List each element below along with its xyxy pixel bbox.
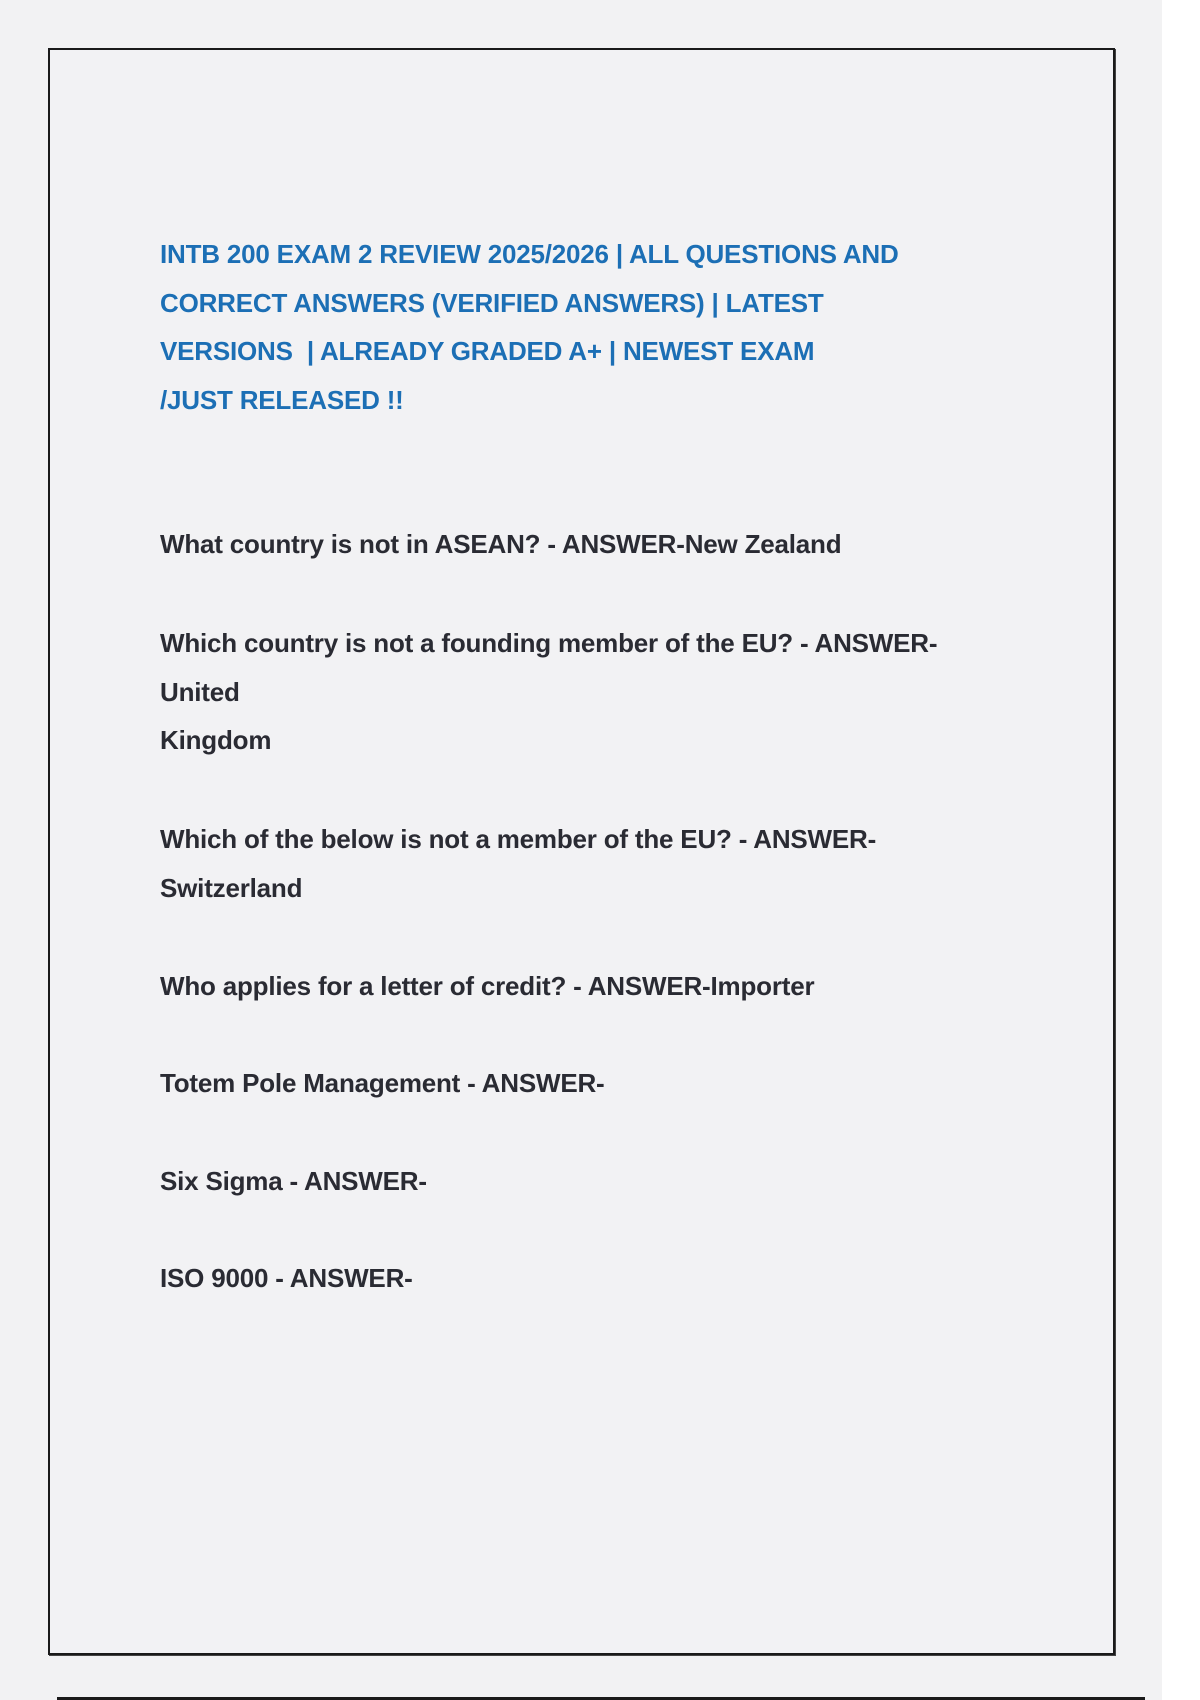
qa-item	[160, 1157, 1040, 1206]
qa-item	[160, 815, 1040, 912]
qa-line: What country is not in ASEAN? - ANSWER-New Zealand	[160, 529, 842, 559]
title-line: /JUST RELEASED !!	[160, 384, 404, 415]
qa-item	[160, 619, 1040, 765]
title-line: INTB 200 EXAM 2 REVIEW 2025/2026 | ALL QUESTIONS AND	[160, 239, 899, 269]
qa-item	[160, 1254, 1040, 1303]
qa-line: United	[160, 676, 240, 707]
qa-line: Kingdom	[160, 725, 272, 755]
qa-line: Totem Pole Management - ANSWER-	[160, 1068, 605, 1098]
qa-line: Six Sigma - ANSWER-	[160, 1166, 427, 1196]
qa-line: Which of the below is not a member of the EU? - ANSWER-	[160, 824, 877, 854]
qa-line: Which country is not a founding member of the EU? - ANSWER-	[160, 628, 938, 658]
document-title	[160, 230, 1020, 424]
qa-item	[160, 1059, 1040, 1108]
qa-item	[160, 520, 1040, 569]
title-line: CORRECT ANSWERS (VERIFIED ANSWERS) | LATEST	[160, 287, 824, 318]
qa-item	[160, 962, 1040, 1011]
title-line: VERSIONS | ALREADY GRADED A+ | NEWEST EXAM	[160, 336, 815, 366]
qa-line: Switzerland	[160, 872, 303, 903]
qa-line: ISO 9000 - ANSWER-	[160, 1263, 413, 1293]
qa-line: Who applies for a letter of credit? - ANSWER-Importer	[160, 971, 815, 1001]
document-page	[48, 48, 1115, 1655]
